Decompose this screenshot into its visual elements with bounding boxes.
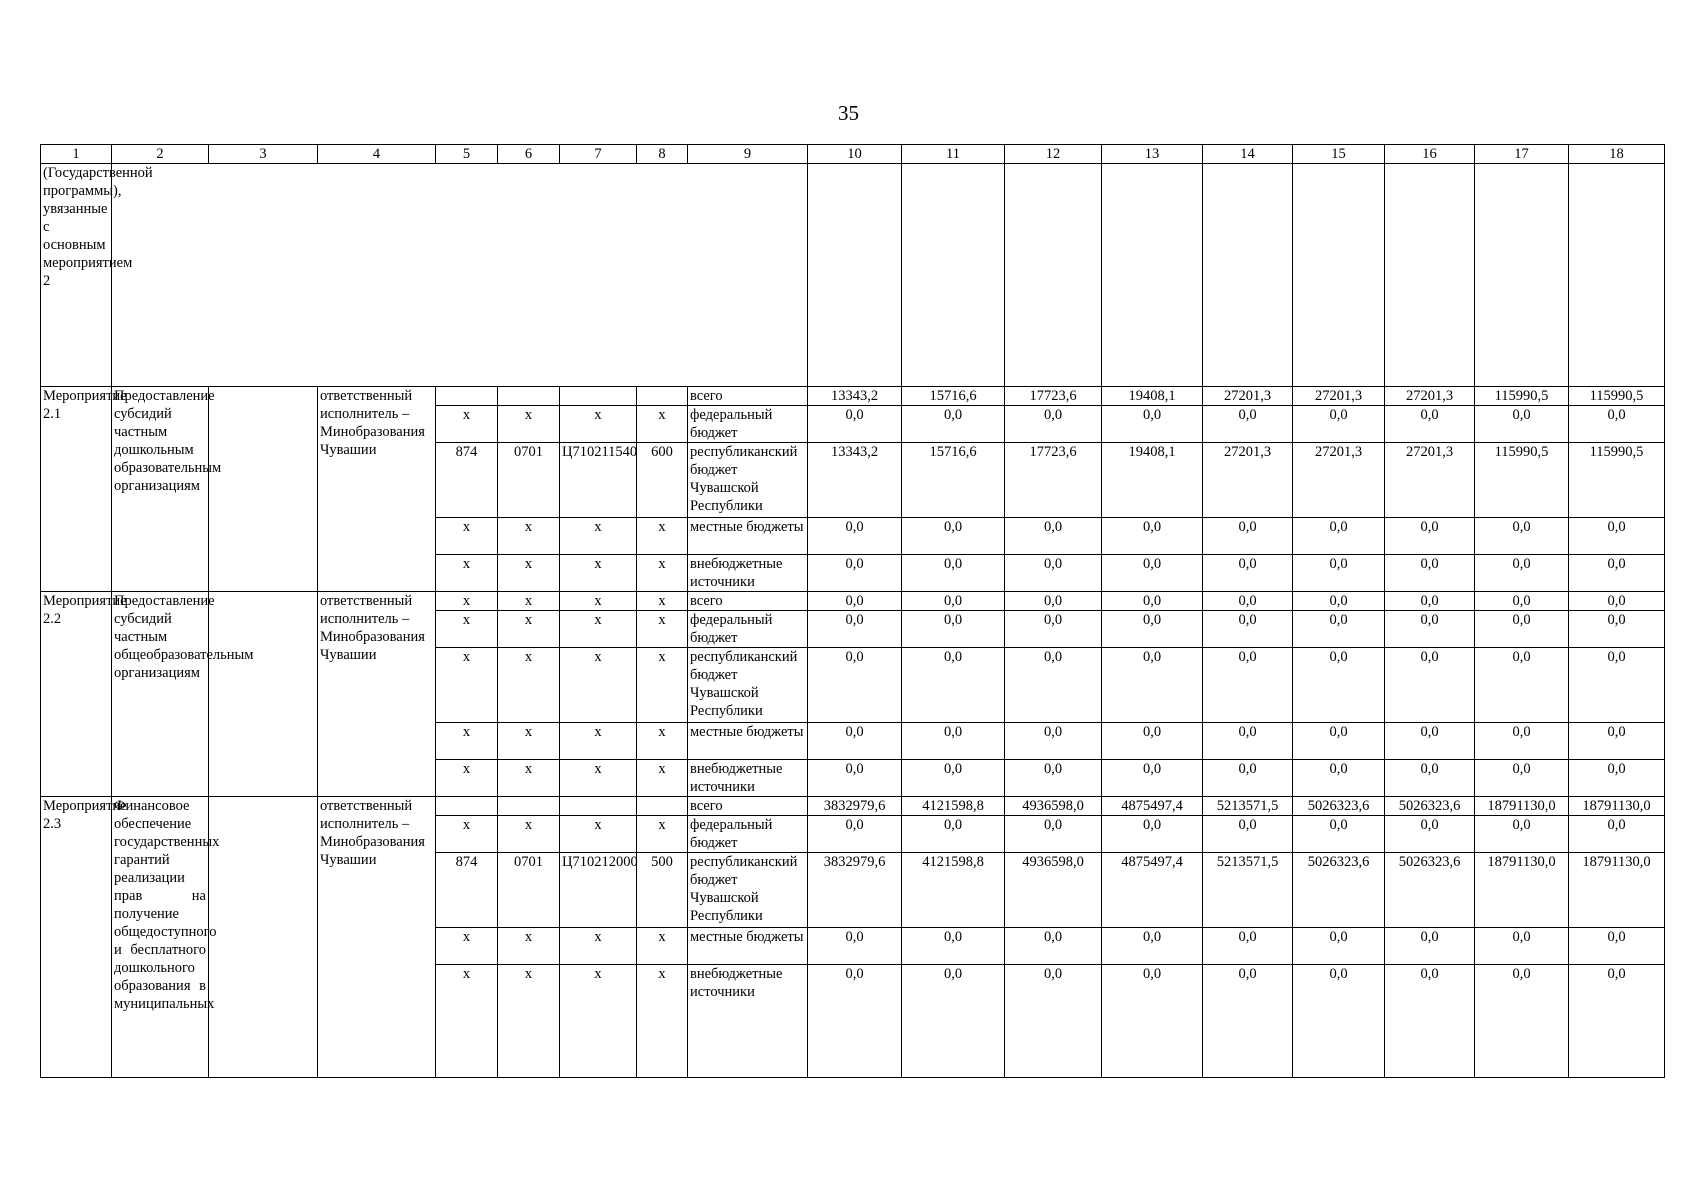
budget-code-8: x — [637, 965, 688, 1078]
intro-empty-cell — [1203, 164, 1293, 387]
funding-value: 17723,6 — [1005, 443, 1102, 518]
table-row — [41, 387, 1665, 406]
budget-code-5: x — [436, 965, 498, 1078]
event-title: Мероприятие 2.1 — [41, 387, 112, 592]
budget-code-6: x — [498, 406, 560, 443]
budget-code-8 — [637, 797, 688, 816]
funding-value: 0,0 — [808, 518, 902, 555]
funding-value: 0,0 — [902, 611, 1005, 648]
funding-value: 27201,3 — [1385, 387, 1475, 406]
funding-value: 0,0 — [1005, 928, 1102, 965]
funding-value: 0,0 — [1569, 406, 1665, 443]
budget-code-5: x — [436, 760, 498, 797]
budget-code-5: x — [436, 555, 498, 592]
funding-value: 27201,3 — [1385, 443, 1475, 518]
funding-value: 0,0 — [1293, 648, 1385, 723]
funding-value: 0,0 — [1385, 611, 1475, 648]
column-number-15: 15 — [1293, 145, 1385, 164]
funding-value: 0,0 — [1293, 760, 1385, 797]
funding-value: 115990,5 — [1475, 443, 1569, 518]
responsible-executor: ответственный исполнитель – Минобразования Чувашии — [318, 797, 436, 1078]
funding-value: 0,0 — [1385, 592, 1475, 611]
budget-code-8: x — [637, 723, 688, 760]
budget-code-8: x — [637, 816, 688, 853]
funding-source: местные бюджеты — [688, 518, 808, 555]
funding-source: всего — [688, 797, 808, 816]
column-number-17: 17 — [1475, 145, 1569, 164]
budget-code-7: x — [560, 760, 637, 797]
budget-code-6: x — [498, 723, 560, 760]
column-number-8: 8 — [637, 145, 688, 164]
event-description: Предоставление субсидий частным дошкольным образовательным организациям — [112, 387, 209, 555]
funding-value: 0,0 — [808, 928, 902, 965]
funding-value: 0,0 — [1569, 648, 1665, 723]
budget-code-7: x — [560, 816, 637, 853]
funding-value: 0,0 — [808, 965, 902, 1078]
funding-value: 4121598,8 — [902, 853, 1005, 928]
funding-value: 0,0 — [1203, 965, 1293, 1078]
funding-value: 27201,3 — [1203, 387, 1293, 406]
funding-value: 0,0 — [1569, 723, 1665, 760]
funding-value: 0,0 — [808, 592, 902, 611]
funding-source: всего — [688, 592, 808, 611]
funding-value: 0,0 — [1569, 518, 1665, 555]
funding-value: 115990,5 — [1475, 387, 1569, 406]
funding-value: 0,0 — [1569, 760, 1665, 797]
description-continuation — [112, 760, 209, 797]
budget-code-7: x — [560, 555, 637, 592]
funding-value: 0,0 — [1005, 592, 1102, 611]
funding-value: 0,0 — [902, 760, 1005, 797]
budget-code-7: x — [560, 592, 637, 611]
funding-value: 5213571,5 — [1203, 797, 1293, 816]
funding-value: 0,0 — [1102, 816, 1203, 853]
funding-value: 0,0 — [902, 928, 1005, 965]
column-number-12: 12 — [1005, 145, 1102, 164]
funding-source: республиканский бюджет Чувашской Республики — [688, 853, 808, 928]
event-description: Финансовое обеспечение государственных гарантий реализации прав на получение общедоступного и бесплатного дошкольного образования в муниципальных — [112, 797, 209, 1078]
budget-code-7: x — [560, 928, 637, 965]
column-number-18: 18 — [1569, 145, 1665, 164]
budget-code-6 — [498, 797, 560, 816]
funding-value: 0,0 — [1005, 518, 1102, 555]
funding-value: 0,0 — [1203, 816, 1293, 853]
budget-code-5: x — [436, 928, 498, 965]
column-number-14: 14 — [1203, 145, 1293, 164]
funding-value: 0,0 — [1203, 555, 1293, 592]
column-number-2: 2 — [112, 145, 209, 164]
funding-value: 0,0 — [1385, 555, 1475, 592]
funding-value: 4121598,8 — [902, 797, 1005, 816]
funding-value: 18791130,0 — [1475, 853, 1569, 928]
budget-code-7: Ц710211540 — [560, 443, 637, 518]
budget-code-6: x — [498, 611, 560, 648]
budget-code-5: x — [436, 592, 498, 611]
budget-code-8 — [637, 387, 688, 406]
budget-code-8: x — [637, 648, 688, 723]
column-number-10: 10 — [808, 145, 902, 164]
budget-code-5: 874 — [436, 853, 498, 928]
funding-value: 0,0 — [1203, 518, 1293, 555]
funding-value: 5026323,6 — [1385, 853, 1475, 928]
funding-value: 0,0 — [1385, 518, 1475, 555]
funding-value: 0,0 — [1475, 406, 1569, 443]
funding-value: 3832979,6 — [808, 797, 902, 816]
funding-value: 5213571,5 — [1203, 853, 1293, 928]
funding-value: 0,0 — [902, 406, 1005, 443]
funding-value: 0,0 — [1475, 928, 1569, 965]
funding-value: 0,0 — [902, 555, 1005, 592]
funding-value: 5026323,6 — [1385, 797, 1475, 816]
intro-empty-cell — [1293, 164, 1385, 387]
funding-value: 4936598,0 — [1005, 797, 1102, 816]
funding-value: 0,0 — [1385, 928, 1475, 965]
funding-value: 27201,3 — [1203, 443, 1293, 518]
column-number-5: 5 — [436, 145, 498, 164]
budget-code-6: x — [498, 928, 560, 965]
budget-code-6: x — [498, 760, 560, 797]
funding-value: 5026323,6 — [1293, 797, 1385, 816]
budget-code-7: x — [560, 648, 637, 723]
funding-value: 0,0 — [1475, 648, 1569, 723]
budget-code-5: x — [436, 518, 498, 555]
budget-code-6: 0701 — [498, 443, 560, 518]
funding-value: 0,0 — [1385, 406, 1475, 443]
budget-code-5: x — [436, 648, 498, 723]
funding-value: 0,0 — [902, 592, 1005, 611]
funding-value: 27201,3 — [1293, 387, 1385, 406]
funding-value: 0,0 — [1005, 760, 1102, 797]
funding-value: 0,0 — [1475, 816, 1569, 853]
funding-source: внебюджетные источники — [688, 555, 808, 592]
budget-code-8: x — [637, 555, 688, 592]
funding-value: 0,0 — [1569, 555, 1665, 592]
funding-value: 0,0 — [1475, 611, 1569, 648]
column-number-11: 11 — [902, 145, 1005, 164]
column-number-9: 9 — [688, 145, 808, 164]
funding-source: федеральный бюджет — [688, 816, 808, 853]
funding-value: 0,0 — [808, 555, 902, 592]
funding-value: 19408,1 — [1102, 387, 1203, 406]
funding-value: 5026323,6 — [1293, 853, 1385, 928]
funding-value: 0,0 — [808, 760, 902, 797]
budget-code-8: 600 — [637, 443, 688, 518]
funding-value: 0,0 — [902, 648, 1005, 723]
budget-code-5 — [436, 387, 498, 406]
funding-value: 0,0 — [1005, 816, 1102, 853]
funding-value: 0,0 — [1203, 648, 1293, 723]
funding-value: 0,0 — [1475, 965, 1569, 1078]
funding-value: 0,0 — [1569, 928, 1665, 965]
funding-value: 0,0 — [1385, 965, 1475, 1078]
intro-empty-cell — [808, 164, 902, 387]
column-number-row — [41, 145, 1665, 164]
event-title: Мероприятие 2.3 — [41, 797, 112, 1078]
budget-code-6: x — [498, 555, 560, 592]
funding-value: 19408,1 — [1102, 443, 1203, 518]
intro-empty-cell — [1475, 164, 1569, 387]
funding-value: 0,0 — [1293, 555, 1385, 592]
funding-source: федеральный бюджет — [688, 611, 808, 648]
funding-source: республиканский бюджет Чувашской Республики — [688, 443, 808, 518]
funding-value: 15716,6 — [902, 387, 1005, 406]
funding-value: 0,0 — [808, 648, 902, 723]
funding-value: 0,0 — [1102, 928, 1203, 965]
budget-code-7: x — [560, 406, 637, 443]
budget-code-8: x — [637, 518, 688, 555]
funding-value: 0,0 — [902, 965, 1005, 1078]
budget-code-8: 500 — [637, 853, 688, 928]
budget-code-7: x — [560, 723, 637, 760]
funding-value: 0,0 — [1293, 965, 1385, 1078]
budget-code-7: Ц710212000 — [560, 853, 637, 928]
budget-code-8: x — [637, 406, 688, 443]
funding-source: внебюджетные источники — [688, 760, 808, 797]
intro-empty-cell — [1005, 164, 1102, 387]
budget-code-7 — [560, 387, 637, 406]
funding-value: 0,0 — [1102, 760, 1203, 797]
funding-value: 0,0 — [1293, 518, 1385, 555]
budget-code-8: x — [637, 760, 688, 797]
intro-empty-cell — [1569, 164, 1665, 387]
budget-code-6: 0701 — [498, 853, 560, 928]
budget-code-6: x — [498, 592, 560, 611]
funding-value: 0,0 — [1102, 555, 1203, 592]
funding-value: 0,0 — [1569, 965, 1665, 1078]
funding-value: 18791130,0 — [1569, 797, 1665, 816]
funding-value: 0,0 — [1385, 816, 1475, 853]
funding-value: 0,0 — [902, 723, 1005, 760]
budget-code-5: x — [436, 406, 498, 443]
funding-source: республиканский бюджет Чувашской Республики — [688, 648, 808, 723]
funding-value: 0,0 — [1102, 592, 1203, 611]
funding-value: 0,0 — [1102, 611, 1203, 648]
funding-value: 0,0 — [1293, 816, 1385, 853]
column-number-7: 7 — [560, 145, 637, 164]
funding-value: 0,0 — [1203, 723, 1293, 760]
funding-value: 0,0 — [1385, 760, 1475, 797]
budget-code-8: x — [637, 928, 688, 965]
column-number-4: 4 — [318, 145, 436, 164]
funding-value: 0,0 — [1203, 592, 1293, 611]
page-number: 35 — [838, 101, 859, 125]
budget-code-5: x — [436, 816, 498, 853]
funding-value: 18791130,0 — [1475, 797, 1569, 816]
funding-source: федеральный бюджет — [688, 406, 808, 443]
funding-value: 0,0 — [1475, 518, 1569, 555]
funding-value: 3832979,6 — [808, 853, 902, 928]
funding-value: 0,0 — [1102, 518, 1203, 555]
intro-row — [41, 164, 1665, 387]
column-number-1: 1 — [41, 145, 112, 164]
funding-value: 0,0 — [1569, 592, 1665, 611]
funding-value: 0,0 — [1385, 723, 1475, 760]
funding-value: 0,0 — [902, 518, 1005, 555]
budget-code-6: x — [498, 965, 560, 1078]
funding-value: 0,0 — [1293, 592, 1385, 611]
funding-value: 0,0 — [1005, 965, 1102, 1078]
funding-value: 0,0 — [1293, 928, 1385, 965]
empty-column-3 — [209, 387, 318, 592]
funding-value: 0,0 — [808, 816, 902, 853]
funding-value: 15716,6 — [902, 443, 1005, 518]
funding-value: 0,0 — [1203, 928, 1293, 965]
funding-source: всего — [688, 387, 808, 406]
intro-empty-cell — [1102, 164, 1203, 387]
budget-code-7: x — [560, 611, 637, 648]
budget-code-8: x — [637, 611, 688, 648]
funding-value: 4875497,4 — [1102, 853, 1203, 928]
funding-value: 0,0 — [1102, 965, 1203, 1078]
budget-code-5 — [436, 797, 498, 816]
funding-value: 0,0 — [1569, 816, 1665, 853]
funding-value: 0,0 — [1293, 406, 1385, 443]
column-number-16: 16 — [1385, 145, 1475, 164]
event-description: Предоставление субсидий частным общеобразовательным организациям — [112, 592, 209, 760]
funding-value: 0,0 — [1569, 611, 1665, 648]
funding-source: внебюджетные источники — [688, 965, 808, 1078]
funding-value: 18791130,0 — [1569, 853, 1665, 928]
budget-code-7 — [560, 797, 637, 816]
funding-value: 0,0 — [1005, 611, 1102, 648]
funding-value: 13343,2 — [808, 443, 902, 518]
funding-value: 0,0 — [1293, 611, 1385, 648]
funding-value: 0,0 — [1203, 760, 1293, 797]
funding-value: 0,0 — [1475, 760, 1569, 797]
column-number-6: 6 — [498, 145, 560, 164]
empty-column-3 — [209, 797, 318, 1078]
budget-code-7: x — [560, 518, 637, 555]
funding-value: 4875497,4 — [1102, 797, 1203, 816]
column-number-3: 3 — [209, 145, 318, 164]
budget-code-7: x — [560, 965, 637, 1078]
responsible-executor: ответственный исполнитель – Минобразования Чувашии — [318, 387, 436, 592]
budget-code-6: x — [498, 648, 560, 723]
funding-value: 13343,2 — [808, 387, 902, 406]
empty-column-3 — [209, 592, 318, 797]
table-row — [41, 797, 1665, 816]
funding-value: 115990,5 — [1569, 443, 1665, 518]
funding-value: 0,0 — [1102, 723, 1203, 760]
intro-label: (Государственной программы), увязанные с основным мероприятием 2 — [41, 164, 112, 387]
funding-value: 0,0 — [808, 406, 902, 443]
funding-value: 0,0 — [1293, 723, 1385, 760]
budget-code-6: x — [498, 816, 560, 853]
budget-code-8: x — [637, 592, 688, 611]
funding-value: 4936598,0 — [1005, 853, 1102, 928]
funding-value: 0,0 — [1203, 611, 1293, 648]
funding-source: местные бюджеты — [688, 928, 808, 965]
column-number-13: 13 — [1102, 145, 1203, 164]
intro-empty-cell — [1385, 164, 1475, 387]
funding-value: 27201,3 — [1293, 443, 1385, 518]
intro-empty-cell — [902, 164, 1005, 387]
funding-value: 0,0 — [1475, 723, 1569, 760]
funding-value: 0,0 — [1102, 648, 1203, 723]
funding-value: 0,0 — [1102, 406, 1203, 443]
funding-table — [40, 144, 1665, 1078]
funding-value: 0,0 — [1475, 592, 1569, 611]
funding-value: 115990,5 — [1569, 387, 1665, 406]
funding-value: 0,0 — [902, 816, 1005, 853]
funding-value: 17723,6 — [1005, 387, 1102, 406]
responsible-executor: ответственный исполнитель – Минобразования Чувашии — [318, 592, 436, 797]
funding-value: 0,0 — [808, 611, 902, 648]
table-row — [41, 592, 1665, 611]
budget-code-6: x — [498, 518, 560, 555]
budget-code-5: x — [436, 723, 498, 760]
funding-value: 0,0 — [1385, 648, 1475, 723]
intro-empty — [112, 164, 808, 387]
funding-value: 0,0 — [1475, 555, 1569, 592]
budget-code-5: x — [436, 611, 498, 648]
funding-value: 0,0 — [1005, 723, 1102, 760]
budget-code-6 — [498, 387, 560, 406]
budget-code-5: 874 — [436, 443, 498, 518]
funding-value: 0,0 — [1005, 648, 1102, 723]
funding-value: 0,0 — [1203, 406, 1293, 443]
description-continuation — [112, 555, 209, 592]
funding-value: 0,0 — [1005, 555, 1102, 592]
event-title: Мероприятие 2.2 — [41, 592, 112, 797]
funding-value: 0,0 — [1005, 406, 1102, 443]
funding-value: 0,0 — [808, 723, 902, 760]
funding-source: местные бюджеты — [688, 723, 808, 760]
